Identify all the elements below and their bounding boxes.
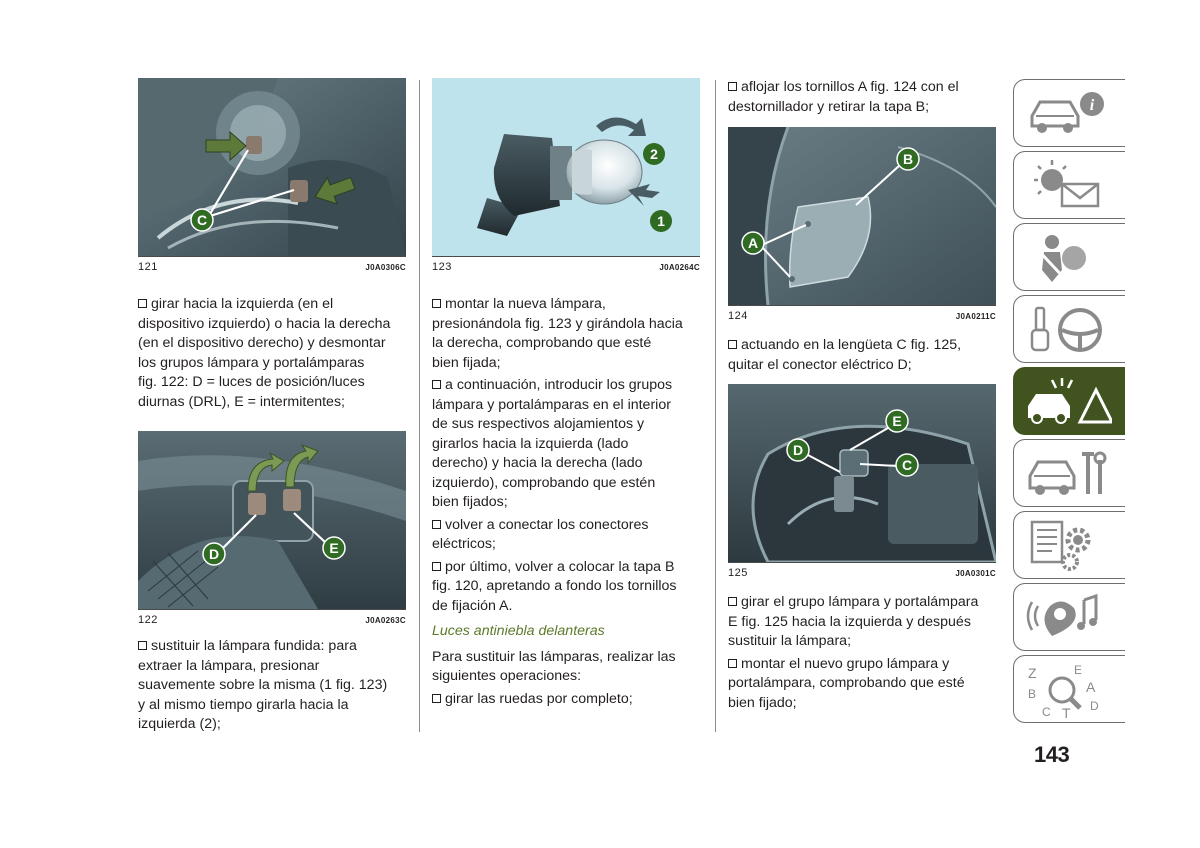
checkbox-bullet-icon — [728, 340, 737, 349]
car-emergency-warning-icon — [1022, 374, 1112, 430]
text-line: montar la nueva lámpara, — [445, 296, 606, 312]
text-line: bien fijado; — [728, 694, 797, 711]
column-divider — [715, 80, 716, 732]
figure-122-illustration — [138, 431, 406, 609]
col2-paragraph-1 — [432, 295, 700, 373]
car-maintenance-tools-icon — [1022, 446, 1112, 502]
checkbox-bullet-icon — [432, 562, 441, 571]
figure-number: 124 — [728, 310, 748, 322]
text-line: sustituir la lámpara; — [728, 633, 852, 649]
col2-paragraph-3 — [432, 516, 700, 555]
tab-in-emergency[interactable] — [1013, 367, 1125, 435]
text-line: girar el grupo lámpara y portalámpara — [741, 594, 979, 610]
figure-number: 121 — [138, 261, 158, 273]
page-number: 143 — [1034, 742, 1070, 767]
figure-123 — [432, 78, 700, 257]
figure-125-label-d: D — [792, 442, 804, 458]
figure-121 — [138, 78, 406, 257]
text-line: diurnas (DRL), E = intermitentes; — [138, 393, 345, 410]
chapter-tabs — [1013, 79, 1125, 727]
text-line: izquierdo), comprobando que estén — [432, 474, 656, 491]
figure-123-illustration — [432, 78, 700, 256]
svg-text:i: i — [1089, 97, 1095, 114]
text-line: portalámpara, comprobando que esté — [728, 675, 965, 691]
tab-safety[interactable] — [1013, 223, 1125, 291]
checkbox-bullet-icon — [728, 82, 737, 91]
tab-technical-data[interactable] — [1013, 511, 1125, 579]
text-line: a continuación, introducir los grupos — [445, 377, 673, 393]
multimedia-icon — [1022, 590, 1112, 646]
text-line: extraer la lámpara, presionar — [138, 657, 320, 674]
text-line: fig. 122: D = luces de posición/luces — [138, 374, 365, 390]
figure-number: 125 — [728, 567, 748, 579]
figure-121-label-c: C — [196, 212, 208, 228]
figure-122-label-e: E — [329, 540, 339, 556]
tab-multimedia[interactable] — [1013, 583, 1125, 651]
text-line: girar las ruedas por completo; — [445, 690, 633, 707]
text-line: eléctricos; — [432, 536, 496, 552]
text-line: actuando en la lengüeta C fig. 125, — [741, 337, 962, 353]
index-letter: C — [1042, 705, 1051, 718]
text-line: los grupos lámpara y portalámparas — [138, 354, 365, 371]
tab-index[interactable] — [1013, 655, 1125, 723]
col3-paragraph-3 — [728, 593, 996, 652]
tab-starting-driving[interactable] — [1013, 295, 1125, 363]
figure-code: J0A0211C — [955, 312, 996, 321]
text-line: montar el nuevo grupo lámpara y — [741, 655, 950, 672]
tab-maintenance[interactable] — [1013, 439, 1125, 507]
text-line: siguientes operaciones: — [432, 668, 582, 684]
col3-paragraph-1 — [728, 78, 996, 117]
figure-124-label-a: A — [747, 235, 759, 251]
figure-code: J0A0306C — [365, 263, 406, 272]
text-line: destornillador y retirar la tapa B; — [728, 98, 930, 115]
col2-paragraph-4 — [432, 558, 700, 617]
col2-paragraph-2 — [432, 376, 700, 513]
figure-124 — [728, 127, 996, 306]
index-letter: T — [1062, 705, 1071, 718]
figure-121-illustration — [138, 78, 406, 256]
figure-123-caption — [432, 261, 700, 281]
text-line: girar hacia la izquierda (en el — [151, 296, 334, 312]
figure-125-caption — [728, 567, 996, 587]
figure-number: 123 — [432, 261, 452, 273]
checkbox-bullet-icon — [728, 597, 737, 606]
tab-car-info[interactable] — [1013, 79, 1125, 147]
text-line: dispositivo izquierdo) o hacia la derecha — [138, 315, 391, 332]
text-line: (en el dispositivo derecho) y desmontar — [138, 335, 386, 351]
text-line: derecho) y hacia la derecha (lado — [432, 455, 643, 471]
index-letter: E — [1074, 663, 1083, 677]
tab-dashboard-lights[interactable] — [1013, 151, 1125, 219]
column-3 — [728, 78, 996, 713]
figure-124-illustration — [728, 127, 996, 305]
text-line: la derecha, comprobando que esté — [432, 335, 652, 351]
col1-paragraph-2 — [138, 637, 406, 735]
column-1 — [138, 78, 406, 735]
column-2 — [432, 78, 700, 709]
section-heading: Luces antiniebla delanteras — [432, 623, 605, 639]
checkbox-bullet-icon — [432, 694, 441, 703]
col2-intro — [432, 648, 700, 687]
col3-paragraph-4 — [728, 655, 996, 714]
figure-121-caption — [138, 261, 406, 281]
safety-airbag-icon — [1022, 230, 1112, 286]
text-line: aflojar los tornillos A fig. 124 con el — [741, 79, 959, 95]
text-line: suavemente sobre la misma (1 fig. 123) — [138, 677, 388, 693]
figure-code: J0A0264C — [659, 263, 700, 272]
checkbox-bullet-icon — [728, 659, 737, 668]
dashboard-lights-message-icon — [1022, 158, 1112, 214]
figure-125-label-c: C — [901, 457, 913, 473]
figure-code: J0A0301C — [955, 569, 996, 578]
figure-code: J0A0263C — [365, 616, 406, 625]
text-line: presionándola fig. 123 y girándola hacia — [432, 315, 683, 332]
col1-paragraph-1 — [138, 295, 406, 412]
figure-123-label-1: 1 — [657, 213, 665, 229]
text-line: de sus respectivos alojamientos y — [432, 416, 645, 432]
index-letter: B — [1028, 687, 1037, 701]
text-line: bien fijada; — [432, 354, 501, 371]
figure-number: 122 — [138, 614, 158, 626]
text-line: bien fijados; — [432, 494, 508, 510]
figure-125-illustration — [728, 384, 996, 562]
technical-data-gears-icon — [1022, 518, 1112, 574]
index-letter: D — [1090, 699, 1099, 713]
text-line: E fig. 125 hacia la izquierda y después — [728, 613, 971, 630]
figure-122-label-d: D — [208, 546, 220, 562]
text-line: girarlos hacia la izquierda (lado — [432, 435, 629, 452]
text-line: quitar el conector eléctrico D; — [728, 356, 912, 373]
key-steering-wheel-icon — [1022, 302, 1112, 358]
figure-122 — [138, 431, 406, 610]
text-line: Para sustituir las lámparas, realizar las — [432, 648, 676, 665]
col3-paragraph-2 — [728, 336, 996, 375]
figure-125 — [728, 384, 996, 563]
checkbox-bullet-icon — [432, 299, 441, 308]
col2-paragraph-5 — [432, 690, 700, 710]
figure-124-label-b: B — [902, 151, 914, 167]
text-line: volver a conectar los conectores — [445, 516, 649, 533]
car-info-icon — [1022, 86, 1112, 142]
index-letter: Z — [1028, 665, 1037, 681]
text-line: y al mismo tiempo girarla hacia la — [138, 696, 349, 713]
text-line: por último, volver a colocar la tapa B — [445, 558, 675, 575]
figure-124-caption — [728, 310, 996, 330]
checkbox-bullet-icon — [432, 380, 441, 389]
figure-123-label-2: 2 — [650, 146, 658, 162]
text-line: sustituir la lámpara fundida: para — [151, 638, 357, 654]
text-line: de fijación A. — [432, 597, 513, 614]
index-letter: A — [1086, 679, 1096, 695]
figure-122-caption — [138, 614, 406, 634]
text-line: fig. 120, apretando a fondo los tornillos — [432, 578, 677, 594]
checkbox-bullet-icon — [138, 299, 147, 308]
column-divider — [419, 80, 420, 732]
checkbox-bullet-icon — [138, 641, 147, 650]
text-line: izquierda (2); — [138, 716, 221, 732]
text-line: lámpara y portalámparas en el interior — [432, 396, 671, 413]
checkbox-bullet-icon — [432, 520, 441, 529]
figure-125-label-e: E — [892, 413, 902, 429]
alphabetical-index-icon — [1022, 662, 1112, 718]
